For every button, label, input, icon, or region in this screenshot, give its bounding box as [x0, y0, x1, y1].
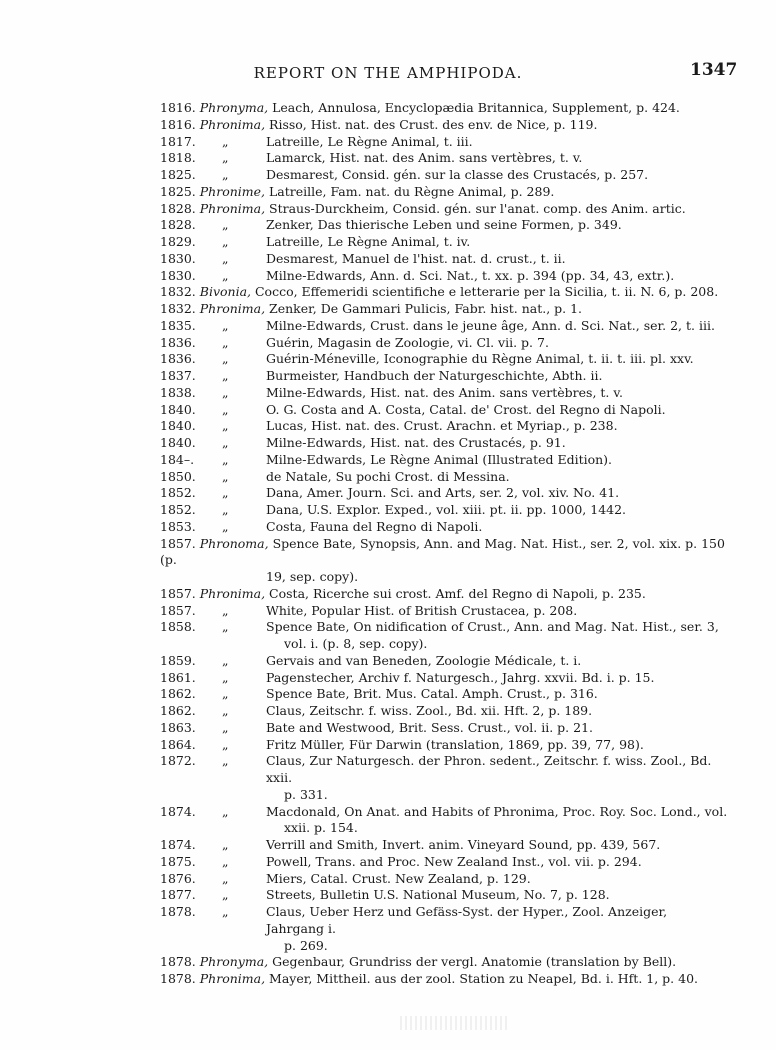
entry-citation [266, 485, 728, 502]
entry-citation: Zenker, De Gammari Pulicis, Fabr. hist. nat., p. 1. [265, 301, 583, 316]
bibliography-entry [0, 167, 776, 184]
entry-citation [266, 435, 728, 452]
bibliography-entry [0, 284, 776, 301]
ditto-mark: „ [222, 468, 229, 484]
bibliography-entry [0, 502, 776, 519]
entry-year: 1874. [160, 803, 196, 819]
entry-citation: Leach, Annulosa, Encyclopædia Britannica, Supplement, p. 424. [268, 100, 680, 115]
bibliography-entry [0, 603, 776, 620]
ditto-mark: „ [222, 502, 229, 517]
bibliography-entry [0, 686, 776, 703]
entry-citation-text: Costa, Fauna del Regno di Napoli. [266, 518, 483, 534]
entry-continuation: 19, sep. copy). [266, 569, 359, 584]
entry-citation-text: Streets, Bulletin U.S. National Museum, No. 7, p. 128. [266, 887, 610, 903]
bibliography-entry [0, 703, 776, 720]
bibliography-entry [0, 452, 776, 469]
ditto-mark: „ [222, 435, 229, 450]
entry-citation [266, 837, 728, 854]
bibliography-entry [0, 251, 776, 268]
page-number: 1347 [690, 60, 738, 80]
entry-citation [266, 335, 728, 352]
ditto-mark: „ [222, 133, 229, 149]
entry-citation [266, 519, 728, 536]
entry-citation-text: Powell, Trans. and Proc. New Zealand Inst., vol. vii. p. 294. [266, 853, 642, 869]
entry-citation [266, 737, 728, 754]
entry-genus: Phronima, [199, 116, 266, 132]
entry-year: 1838. [160, 384, 196, 400]
entry-citation-text: Latreille, Le Règne Animal, t. iii. [266, 133, 473, 149]
entry-year: 1853. [160, 518, 196, 534]
bibliography-entry [0, 536, 776, 586]
entry-year: 1872. [160, 753, 196, 769]
entry-citation-text: Claus, Zeitschr. f. wiss. Zool., Bd. xii. Hft. 2, p. 189. [266, 703, 593, 718]
bibliography-entry [0, 184, 776, 201]
bibliography-entry [0, 737, 776, 754]
entry-year: 1840. [160, 418, 196, 434]
bibliography-entry [0, 435, 776, 452]
ditto-mark: „ [222, 602, 229, 618]
entry-citation [266, 318, 728, 335]
entry-year: 1878. [160, 971, 200, 986]
bibliography-entry [0, 485, 776, 502]
bibliography-entry [0, 904, 776, 954]
ditto-mark: „ [222, 652, 229, 668]
entry-citation: Cocco, Effemeridi scientifiche e letterarie per la Sicilia, t. ii. N. 6, p. 208. [251, 284, 719, 300]
entry-citation-text: Zenker, Das thierische Leben und seine Formen, p. 349. [266, 217, 622, 233]
entry-genus: Phronime, [199, 183, 265, 199]
entry-citation [266, 351, 728, 368]
entry-citation-text: Milne-Edwards, Ann. d. Sci. Nat., t. xx. p. 394 (pp. 34, 43, extr.). [266, 267, 675, 283]
bibliography-entry [0, 368, 776, 385]
entry-citation: Latreille, Fam. nat. du Règne Animal, p. 289. [265, 183, 555, 199]
entry-citation-text: Dana, Amer. Journ. Sci. and Arts, ser. 2, vol. xiv. No. 41. [266, 485, 620, 501]
ditto-mark: „ [222, 719, 229, 735]
entry-citation [266, 150, 728, 167]
entry-year: 1825. [160, 167, 196, 182]
entry-citation [266, 234, 728, 251]
entry-year: 1832. [160, 284, 200, 300]
ditto-mark: „ [222, 368, 229, 383]
entry-year: 1852. [160, 502, 196, 517]
entry-genus: Phronima, [199, 301, 266, 316]
entry-year: 1830. [160, 267, 196, 283]
bibliography-entry [0, 887, 776, 904]
ditto-mark: „ [222, 234, 229, 249]
bibliography-entry [0, 954, 776, 971]
ditto-mark: „ [222, 904, 229, 919]
bibliography-entry [0, 653, 776, 670]
entry-year: 1850. [160, 468, 196, 484]
ditto-mark: „ [222, 351, 229, 367]
ditto-mark: „ [222, 485, 229, 501]
entry-citation [266, 854, 728, 871]
entry-continuation: p. 331. [284, 786, 328, 802]
ditto-mark: „ [222, 334, 229, 350]
entry-citation-text: Guérin-Méneville, Iconographie du Règne Animal, t. ii. t. iii. pl. xxv. [266, 351, 694, 367]
bibliography-entry [0, 854, 776, 871]
bibliography-entry [0, 150, 776, 167]
entry-genus: Phronoma, [199, 535, 269, 551]
entry-citation-text: Verrill and Smith, Invert. anim. Vineyard Sound, pp. 439, 567. [266, 837, 661, 852]
bibliography-entry [0, 318, 776, 335]
bibliography-entry [0, 234, 776, 251]
ditto-mark: „ [222, 384, 229, 400]
bibliography-entry [0, 385, 776, 402]
entry-citation-text: Claus, Zur Naturgesch. der Phron. sedent., Zeitschr. f. wiss. Zool., Bd. xxii. [266, 753, 712, 785]
entry-citation [266, 368, 728, 385]
entry-citation-text: Claus, Ueber Herz und Gefäss-Syst. der Hyper., Zool. Anzeiger, Jahrgang i. [266, 904, 668, 936]
bibliography-entry [0, 217, 776, 234]
entry-citation-text: Macdonald, On Anat. and Habits of Phronima, Proc. Roy. Soc. Lond., vol. [266, 803, 728, 819]
bibliography-entry [0, 117, 776, 134]
entry-citation [266, 251, 728, 268]
entry-continuation: vol. i. (p. 8, sep. copy). [284, 636, 428, 651]
entry-citation [266, 385, 728, 402]
entry-citation-text: Milne-Edwards, Crust. dans le jeune âge, Ann. d. Sci. Nat., ser. 2, t. iii. [266, 317, 715, 333]
entry-genus: Phronyma, [199, 100, 269, 115]
entry-year: 1858. [160, 619, 196, 635]
entry-year: 1857. [160, 602, 196, 618]
entry-year: 1861. [160, 669, 196, 685]
ditto-mark: „ [222, 250, 229, 266]
entry-citation [266, 686, 728, 703]
bibliography-entry [0, 519, 776, 536]
entry-citation-text: de Natale, Su pochi Crost. di Messina. [266, 468, 510, 484]
ditto-mark: „ [222, 669, 229, 685]
entry-citation: Risso, Hist. nat. des Crust. des env. de Nice, p. 119. [265, 116, 598, 132]
entry-year: 1864. [160, 736, 196, 752]
entry-citation: Costa, Ricerche sui crost. Amf. del Regno di Napoli, p. 235. [265, 585, 646, 601]
ditto-mark: „ [222, 267, 229, 283]
entry-year: 1828. [160, 200, 200, 216]
entry-genus: Bivonia, [199, 284, 252, 300]
entry-year: 1816. [160, 100, 200, 115]
entry-year: 1862. [160, 686, 196, 702]
ditto-mark: „ [222, 418, 229, 434]
bibliography-entry [0, 335, 776, 352]
entry-year: 1859. [160, 652, 196, 668]
ditto-mark: „ [222, 619, 229, 635]
scan-artifact [400, 1016, 510, 1030]
ditto-mark: „ [222, 736, 229, 752]
entry-year: 1876. [160, 870, 196, 886]
entry-citation [266, 452, 728, 469]
entry-year: 1829. [160, 234, 196, 249]
entry-citation [266, 753, 728, 803]
ditto-mark: „ [222, 753, 229, 769]
entry-year: 1828. [160, 217, 196, 233]
entry-citation [266, 134, 728, 151]
running-header: REPORT ON THE AMPHIPODA. [253, 64, 523, 82]
entry-year: 1857. [160, 535, 200, 551]
ditto-mark: „ [222, 150, 229, 166]
ditto-mark: „ [222, 887, 229, 903]
bibliography-entry [0, 418, 776, 435]
entry-citation-text: Desmarest, Manuel de l'hist. nat. d. crust., t. ii. [266, 250, 566, 266]
ditto-mark: „ [222, 518, 229, 534]
ditto-mark: „ [222, 217, 229, 233]
bibliography-entry [0, 971, 776, 988]
entry-year: 1836. [160, 351, 196, 367]
entry-continuation: xxii. p. 154. [284, 820, 358, 836]
bibliography-entry [0, 100, 776, 117]
entry-year: 1840. [160, 435, 196, 450]
entry-citation-text: Burmeister, Handbuch der Naturgeschichte, Abth. ii. [266, 368, 603, 383]
bibliography-entry [0, 301, 776, 318]
entry-citation-text: Milne-Edwards, Hist. nat. des Anim. sans vertèbres, t. v. [266, 384, 623, 400]
ditto-mark: „ [222, 167, 229, 182]
bibliography-entry [0, 837, 776, 854]
entry-year: 1836. [160, 334, 196, 350]
ditto-mark: „ [222, 317, 229, 333]
entry-genus: Phronyma, [199, 954, 269, 970]
entry-citation [266, 268, 728, 285]
entry-citation-text: O. G. Costa and A. Costa, Catal. de' Crost. del Regno di Napoli. [266, 401, 666, 417]
ditto-mark: „ [222, 686, 229, 702]
bibliography-entry [0, 586, 776, 603]
ditto-mark: „ [222, 451, 229, 467]
entry-citation [266, 703, 728, 720]
entry-citation-text: Lamarck, Hist. nat. des Anim. sans vertèbres, t. v. [266, 150, 583, 166]
ditto-mark: „ [222, 803, 229, 819]
entry-citation [266, 619, 728, 653]
entry-citation-text: Desmarest, Consid. gén. sur la classe des Crustacés, p. 257. [266, 167, 649, 182]
bibliography-entry [0, 753, 776, 803]
entry-citation-text: Lucas, Hist. nat. des. Crust. Arachn. et Myriap., p. 238. [266, 418, 618, 434]
ditto-mark: „ [222, 401, 229, 417]
entry-citation [266, 904, 728, 954]
entry-citation [266, 871, 728, 888]
entry-year: 1840. [160, 401, 196, 417]
entry-continuation: p. 269. [284, 937, 328, 953]
entry-citation [266, 720, 728, 737]
entry-year: 1857. [160, 585, 200, 601]
entry-citation [266, 167, 728, 184]
entry-citation [266, 402, 728, 419]
ditto-mark: „ [222, 837, 229, 852]
entry-citation-text: White, Popular Hist. of British Crustacea, p. 208. [266, 602, 578, 618]
entry-year: 1830. [160, 250, 196, 266]
entry-year: 1863. [160, 719, 196, 735]
bibliography-entry [0, 469, 776, 486]
entry-genus: Phronima, [199, 971, 266, 986]
entry-citation-text: Bate and Westwood, Brit. Sess. Crust., vol. ii. p. 21. [266, 719, 593, 735]
entry-citation: Mayer, Mittheil. aus der zool. Station zu Neapel, Bd. i. Hft. 1, p. 40. [265, 971, 699, 986]
entry-year: 184–. [160, 451, 195, 467]
entry-citation: Gegenbaur, Grundriss der vergl. Anatomie (translation by Bell). [268, 954, 677, 970]
entry-year: 1878. [160, 904, 196, 919]
bibliography-entry [0, 351, 776, 368]
entry-year: 1877. [160, 887, 196, 903]
bibliography-entry [0, 268, 776, 285]
entry-citation [266, 469, 728, 486]
entry-year: 1862. [160, 703, 196, 718]
entry-citation-text: Milne-Edwards, Le Règne Animal (Illustrated Edition). [266, 451, 613, 467]
entry-citation: Spence Bate, Synopsis, Ann. and Mag. Nat. Hist., ser. 2, vol. xix. p. 150 (p. [160, 535, 725, 568]
entry-genus: Phronima, [199, 585, 266, 601]
entry-year: 1825. [160, 183, 200, 199]
entry-year: 1832. [160, 301, 200, 316]
entry-year: 1852. [160, 485, 196, 501]
entry-year: 1818. [160, 150, 196, 166]
entry-citation: Straus-Durckheim, Consid. gén. sur l'anat. comp. des Anim. artic. [265, 200, 686, 216]
entry-year: 1874. [160, 837, 196, 852]
entry-year: 1878. [160, 954, 200, 970]
entry-citation-text: Guérin, Magasin de Zoologie, vi. Cl. vii. p. 7. [266, 334, 549, 350]
entry-citation-text: Dana, U.S. Explor. Exped., vol. xiii. pt. ii. pp. 1000, 1442. [266, 502, 627, 517]
bibliography-entry [0, 134, 776, 151]
entry-citation [266, 670, 728, 687]
bibliography-entry [0, 804, 776, 838]
ditto-mark: „ [222, 870, 229, 886]
bibliography-entry [0, 871, 776, 888]
entry-year: 1837. [160, 368, 196, 383]
bibliography-list [0, 100, 776, 988]
ditto-mark: „ [222, 703, 229, 718]
entry-year: 1875. [160, 853, 196, 869]
bibliography-entry [0, 619, 776, 653]
entry-citation [266, 804, 728, 838]
entry-citation-text: Spence Bate, On nidification of Crust., Ann. and Mag. Nat. Hist., ser. 3, [266, 619, 719, 635]
bibliography-entry [0, 402, 776, 419]
entry-year: 1835. [160, 317, 196, 333]
entry-year: 1816. [160, 116, 200, 132]
entry-citation [266, 217, 728, 234]
entry-citation-text: Miers, Catal. Crust. New Zealand, p. 129. [266, 870, 531, 886]
bibliography-entry [0, 720, 776, 737]
entry-citation-text: Fritz Müller, Für Darwin (translation, 1869, pp. 39, 77, 98). [266, 736, 644, 752]
entry-citation [266, 418, 728, 435]
entry-genus: Phronima, [199, 200, 266, 216]
entry-citation [266, 887, 728, 904]
bibliography-entry [0, 670, 776, 687]
entry-citation [266, 653, 728, 670]
entry-citation-text: Gervais and van Beneden, Zoologie Médicale, t. i. [266, 652, 582, 668]
bibliography-entry [0, 201, 776, 218]
entry-year: 1817. [160, 133, 196, 149]
ditto-mark: „ [222, 853, 229, 869]
entry-citation-text: Pagenstecher, Archiv f. Naturgesch., Jahrg. xxvii. Bd. i. p. 15. [266, 669, 655, 685]
entry-citation [266, 603, 728, 620]
entry-citation-text: Spence Bate, Brit. Mus. Catal. Amph. Crust., p. 316. [266, 686, 598, 702]
entry-citation-text: Latreille, Le Règne Animal, t. iv. [266, 234, 471, 249]
entry-citation-text: Milne-Edwards, Hist. nat. des Crustacés, p. 91. [266, 435, 566, 450]
entry-citation [266, 502, 728, 519]
